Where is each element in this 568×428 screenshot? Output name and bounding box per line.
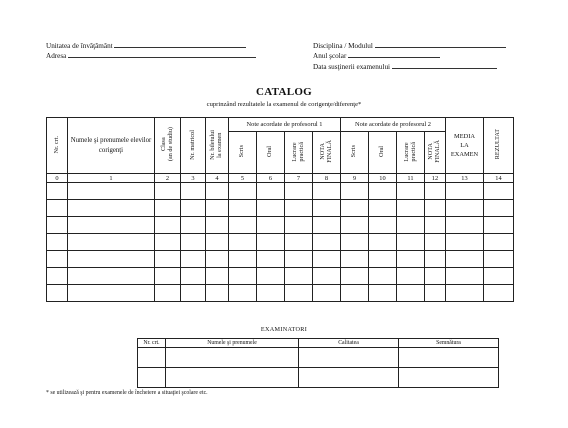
col-number: 1	[68, 174, 155, 183]
col-number: 13	[446, 174, 484, 183]
label-unitatea: Unitatea de învăţământ	[46, 42, 113, 50]
table-cell[interactable]	[257, 268, 285, 285]
table-cell[interactable]	[425, 183, 446, 200]
table-cell[interactable]	[206, 234, 229, 251]
table-cell[interactable]	[369, 285, 397, 302]
examinatori-table	[137, 338, 499, 388]
table-cell[interactable]	[397, 251, 425, 268]
col-number: 4	[206, 174, 229, 183]
header-nume: Numele şi prenumele elevilor corigenţi	[68, 118, 155, 174]
col-number: 8	[313, 174, 341, 183]
header-nr-crt: Nr. crt.	[47, 118, 68, 174]
table-cell[interactable]	[397, 183, 425, 200]
table-cell[interactable]	[397, 217, 425, 234]
header-prof1: Note acordate de profesorul 1	[229, 118, 341, 132]
table-cell[interactable]	[257, 200, 285, 217]
table-cell[interactable]	[68, 183, 155, 200]
ex-row	[138, 368, 499, 388]
table-cell[interactable]	[313, 251, 341, 268]
table-cell[interactable]	[484, 183, 514, 200]
header-rezultat: REZULTAT	[484, 118, 514, 174]
table-cell[interactable]	[47, 183, 68, 200]
table-cell[interactable]	[47, 217, 68, 234]
table-cell[interactable]	[425, 200, 446, 217]
col-number: 9	[341, 174, 369, 183]
ex-header-nr-crt: Nr. crt.	[138, 339, 166, 348]
line-anul	[348, 51, 440, 58]
label-data: Data susţinerii examenului	[313, 63, 391, 71]
line-disciplina	[375, 41, 506, 48]
table-cell[interactable]	[155, 268, 181, 285]
header-oral-2: Oral	[369, 132, 397, 174]
table-cell[interactable]	[484, 251, 514, 268]
table-cell[interactable]	[181, 285, 206, 302]
table-cell[interactable]	[369, 200, 397, 217]
table-cell[interactable]	[313, 268, 341, 285]
table-cell[interactable]	[397, 268, 425, 285]
col-number: 7	[285, 174, 313, 183]
table-cell[interactable]	[229, 183, 257, 200]
table-cell[interactable]	[155, 234, 181, 251]
ex-cell[interactable]	[299, 348, 399, 368]
ex-row	[138, 348, 499, 368]
col-number: 2	[155, 174, 181, 183]
table-cell[interactable]	[47, 268, 68, 285]
table-cell[interactable]	[229, 285, 257, 302]
table-cell[interactable]	[484, 200, 514, 217]
table-cell[interactable]	[484, 268, 514, 285]
table-cell[interactable]	[446, 285, 484, 302]
ex-header-semnatura: Semnătura	[399, 339, 499, 348]
table-cell[interactable]	[369, 217, 397, 234]
table-cell[interactable]	[68, 268, 155, 285]
table-cell[interactable]	[341, 200, 369, 217]
table-cell[interactable]	[206, 183, 229, 200]
footnote: * se utilizează şi pentru examenele de încheiere a situaţiei şcolare etc.	[46, 390, 208, 396]
table-cell[interactable]	[369, 251, 397, 268]
table-cell[interactable]	[425, 217, 446, 234]
header-lucrare-2: Lucrare practică	[397, 132, 425, 174]
table-cell[interactable]	[313, 285, 341, 302]
line-data	[392, 62, 497, 69]
table-cell[interactable]	[285, 200, 313, 217]
table-cell[interactable]	[257, 285, 285, 302]
table-cell[interactable]	[181, 183, 206, 200]
table-cell[interactable]	[369, 183, 397, 200]
col-number: 11	[397, 174, 425, 183]
table-cell[interactable]	[155, 251, 181, 268]
table-cell[interactable]	[206, 200, 229, 217]
table-cell[interactable]	[313, 234, 341, 251]
table-cell[interactable]	[341, 268, 369, 285]
col-number: 12	[425, 174, 446, 183]
label-anul: Anul şcolar	[313, 52, 347, 60]
table-cell[interactable]	[313, 200, 341, 217]
table-cell[interactable]	[285, 268, 313, 285]
ex-cell[interactable]	[399, 368, 499, 388]
table-cell[interactable]	[285, 285, 313, 302]
col-number: 6	[257, 174, 285, 183]
table-cell[interactable]	[68, 217, 155, 234]
table-row	[47, 200, 514, 217]
ex-cell[interactable]	[138, 368, 166, 388]
label-adresa: Adresa	[46, 52, 67, 60]
ex-cell[interactable]	[299, 368, 399, 388]
header-nr-bilet: Nr. biletului la examen	[206, 118, 229, 174]
table-cell[interactable]	[68, 234, 155, 251]
table-cell[interactable]	[206, 285, 229, 302]
table-cell[interactable]	[425, 268, 446, 285]
table-cell[interactable]	[285, 251, 313, 268]
table-cell[interactable]	[47, 234, 68, 251]
table-cell[interactable]	[484, 285, 514, 302]
label-disciplina: Disciplina / Modulul	[313, 42, 373, 50]
table-cell[interactable]	[446, 217, 484, 234]
table-cell[interactable]	[446, 200, 484, 217]
table-cell[interactable]	[369, 234, 397, 251]
table-cell[interactable]	[484, 217, 514, 234]
table-cell[interactable]	[425, 285, 446, 302]
table-cell[interactable]	[285, 234, 313, 251]
table-row	[47, 285, 514, 302]
table-cell[interactable]	[446, 251, 484, 268]
col-number: 0	[47, 174, 68, 183]
table-cell[interactable]	[397, 234, 425, 251]
table-cell[interactable]	[229, 217, 257, 234]
table-cell[interactable]	[341, 217, 369, 234]
table-cell[interactable]	[206, 251, 229, 268]
page-title: CATALOG	[255, 86, 313, 98]
header-scris-1: Scris	[229, 132, 257, 174]
col-number: 10	[369, 174, 397, 183]
table-row	[47, 217, 514, 234]
table-cell[interactable]	[285, 183, 313, 200]
examinatori-title: EXAMINATORI	[260, 326, 308, 333]
table-cell[interactable]	[446, 234, 484, 251]
ex-cell[interactable]	[166, 368, 299, 388]
table-cell[interactable]	[206, 217, 229, 234]
header-media: MEDIA LA EXAMEN	[446, 118, 484, 174]
table-cell[interactable]	[155, 217, 181, 234]
table-row	[47, 234, 514, 251]
table-row	[47, 183, 514, 200]
table-cell[interactable]	[397, 200, 425, 217]
table-cell[interactable]	[484, 234, 514, 251]
table-cell[interactable]	[446, 183, 484, 200]
col-number: 3	[181, 174, 206, 183]
table-cell[interactable]	[397, 285, 425, 302]
field-unitatea	[46, 41, 246, 50]
table-row	[47, 268, 514, 285]
header-nota-1: NOTA FINALĂ	[313, 132, 341, 174]
header-oral-1: Oral	[257, 132, 285, 174]
catalog-table	[46, 117, 514, 302]
ex-header-nume: Numele şi prenumele	[166, 339, 299, 348]
table-cell[interactable]	[425, 234, 446, 251]
header-scris-2: Scris	[341, 132, 369, 174]
ex-cell[interactable]	[138, 348, 166, 368]
table-cell[interactable]	[47, 285, 68, 302]
table-cell[interactable]	[229, 268, 257, 285]
header-nr-matricol: Nr. matricol	[181, 118, 206, 174]
ex-header-calitatea: Calitatea	[299, 339, 399, 348]
table-cell[interactable]	[257, 234, 285, 251]
table-cell[interactable]	[47, 200, 68, 217]
table-cell[interactable]	[68, 251, 155, 268]
table-cell[interactable]	[313, 183, 341, 200]
header-clasa: Clasa (an de studiu)	[155, 118, 181, 174]
table-cell[interactable]	[341, 285, 369, 302]
col-number: 14	[484, 174, 514, 183]
table-cell[interactable]	[369, 268, 397, 285]
table-cell[interactable]	[285, 217, 313, 234]
table-cell[interactable]	[257, 183, 285, 200]
ex-cell[interactable]	[399, 348, 499, 368]
table-cell[interactable]	[229, 251, 257, 268]
line-unitatea	[114, 41, 246, 48]
field-data	[313, 62, 497, 71]
column-numbers-row	[47, 174, 514, 183]
header-nota-2: NOTA FINALĂ	[425, 132, 446, 174]
table-cell[interactable]	[47, 251, 68, 268]
table-cell[interactable]	[181, 217, 206, 234]
table-cell[interactable]	[229, 200, 257, 217]
table-cell[interactable]	[155, 183, 181, 200]
field-disciplina	[313, 41, 506, 50]
header-lucrare-1: Lucrare practică	[285, 132, 313, 174]
table-cell[interactable]	[68, 285, 155, 302]
header-prof2: Note acordate de profesorul 2	[341, 118, 446, 132]
table-cell[interactable]	[181, 234, 206, 251]
field-anul	[313, 51, 440, 60]
table-cell[interactable]	[181, 251, 206, 268]
table-cell[interactable]	[341, 234, 369, 251]
table-cell[interactable]	[257, 217, 285, 234]
table-cell[interactable]	[155, 200, 181, 217]
table-cell[interactable]	[155, 285, 181, 302]
table-cell[interactable]	[313, 217, 341, 234]
table-cell[interactable]	[341, 251, 369, 268]
col-number: 5	[229, 174, 257, 183]
ex-cell[interactable]	[166, 348, 299, 368]
table-cell[interactable]	[181, 268, 206, 285]
table-cell[interactable]	[181, 200, 206, 217]
table-row	[47, 251, 514, 268]
table-cell[interactable]	[446, 268, 484, 285]
table-cell[interactable]	[206, 268, 229, 285]
field-adresa	[46, 51, 256, 60]
table-cell[interactable]	[341, 183, 369, 200]
table-cell[interactable]	[425, 251, 446, 268]
table-cell[interactable]	[257, 251, 285, 268]
table-cell[interactable]	[68, 200, 155, 217]
table-cell[interactable]	[229, 234, 257, 251]
line-adresa	[68, 51, 256, 58]
page-subtitle: cuprinzând rezultatele la examenul de corigenţe/diferenţe*	[206, 101, 362, 108]
